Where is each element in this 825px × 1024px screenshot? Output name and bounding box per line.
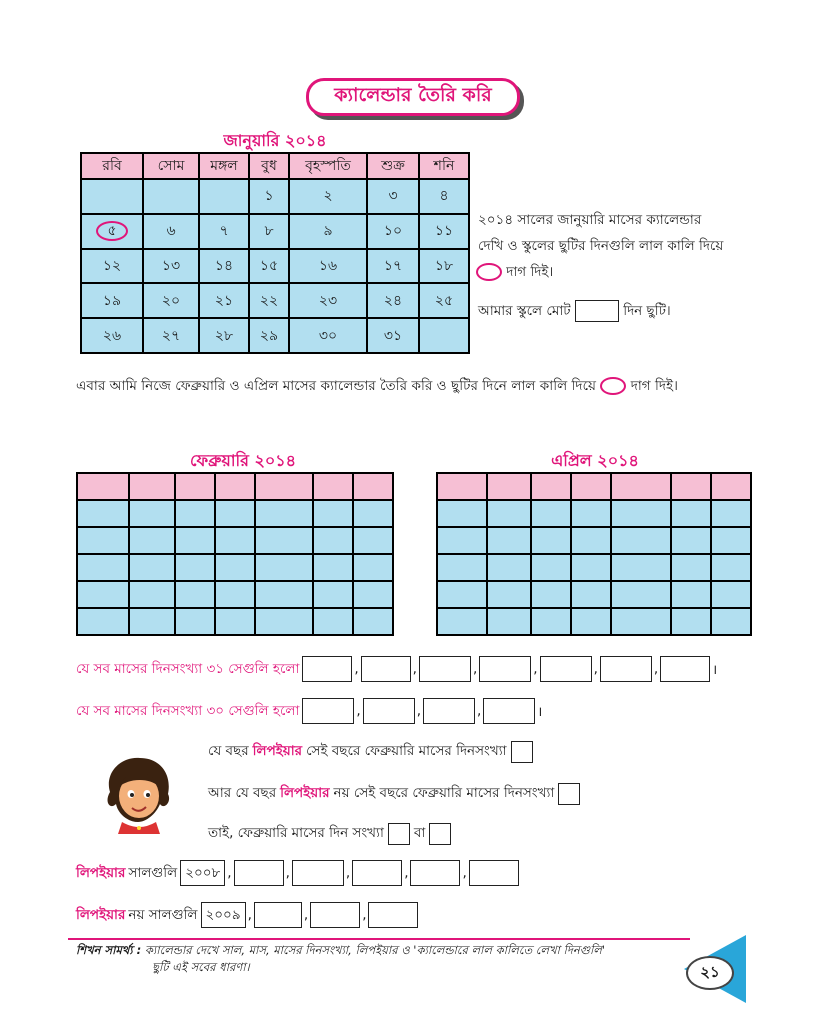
calendar-day-blank[interactable] — [671, 500, 711, 527]
calendar-week-row — [437, 581, 751, 608]
calendar-week-row — [77, 581, 393, 608]
calendar-day-blank[interactable] — [671, 608, 711, 635]
school-holidays-line — [478, 300, 671, 322]
calendar-day-cell[interactable]: ২ — [289, 179, 367, 214]
answer-box[interactable] — [419, 656, 471, 682]
january-title: জানুয়ারি ২০১৪ — [223, 131, 327, 150]
calendar-day-blank[interactable] — [611, 608, 671, 635]
days30-line: যে সব মাসের দিনসংখ্যা ৩০ সেগুলি হলো , , , । — [76, 698, 544, 724]
weekday-header-blank[interactable] — [711, 473, 751, 500]
weekday-header: মঙ্গল — [199, 153, 249, 179]
calendar-day-blank[interactable] — [571, 527, 611, 554]
calendar-day-blank[interactable] — [77, 527, 129, 554]
calendar-day-cell[interactable]: ৯ — [289, 214, 367, 249]
calendar-day-cell[interactable]: ৭ — [199, 214, 249, 249]
calendar-day-cell[interactable]: ১৩ — [143, 249, 199, 284]
weekday-header-blank[interactable] — [175, 473, 215, 500]
calendar-day-blank[interactable] — [487, 581, 531, 608]
answer-box[interactable] — [310, 902, 360, 928]
calendar-day-cell[interactable]: ১০ — [367, 214, 419, 249]
calendar-day-cell[interactable]: ১১ — [419, 214, 469, 249]
calendar-week-row — [81, 214, 469, 249]
calendar-day-blank[interactable] — [175, 608, 215, 635]
leap-year-text-b: সেই বছরে ফেব্রুয়ারি মাসের দিনসংখ্যা — [306, 743, 507, 759]
calendar-day-blank[interactable] — [77, 500, 129, 527]
page-number: ২১ — [686, 956, 734, 990]
leap-year-text-a: যে বছর — [208, 743, 249, 759]
calendar-day-cell[interactable]: ১৬ — [289, 249, 367, 284]
learning-outcome-text1: ক্যালেন্ডার দেখে সাল, মাস, মাসের দিনসংখ্যা, লিপইয়ার ও 'ক্যালেন্ডারে লাল কালিতে লেখা দিনগুলি' — [144, 943, 605, 957]
answer-box[interactable] — [660, 656, 710, 682]
weekday-header-blank[interactable] — [129, 473, 175, 500]
calendar-day-cell[interactable]: ২০ — [143, 283, 199, 318]
calendar-day-cell[interactable]: ২৬ — [81, 318, 143, 353]
answer-box[interactable] — [363, 698, 415, 724]
calendar-day-blank[interactable] — [711, 527, 751, 554]
answer-box[interactable] — [254, 902, 302, 928]
calendar-day-blank[interactable] — [175, 527, 215, 554]
answer-box[interactable] — [600, 656, 652, 682]
calendar-week-row — [81, 283, 469, 318]
answer-box[interactable] — [469, 860, 519, 886]
calendar-day-cell[interactable]: ৩১ — [367, 318, 419, 353]
days30-label: যে সব মাসের দিনসংখ্যা ৩০ সেগুলি হলো — [76, 702, 300, 719]
calendar-day-blank[interactable] — [129, 608, 175, 635]
calendar-week-row — [77, 608, 393, 635]
calendar-header-row — [437, 473, 751, 500]
answer-box[interactable] — [368, 902, 418, 928]
nonleap-year-text-a: আর যে বছর — [208, 785, 277, 801]
feb-days-option-box[interactable] — [388, 823, 410, 845]
weekday-header-blank[interactable] — [487, 473, 531, 500]
calendar-day-blank[interactable] — [353, 554, 393, 581]
calendar-day-blank[interactable] — [437, 500, 487, 527]
calendar-week-row — [81, 318, 469, 353]
calendar-week-row — [77, 527, 393, 554]
calendar-day-blank[interactable] — [129, 527, 175, 554]
february-calendar[interactable] — [76, 472, 394, 636]
feb-days-option-box[interactable] — [429, 823, 451, 845]
calendar-day-blank[interactable] — [313, 581, 353, 608]
page-title: ক্যালেন্ডার তৈরি করি — [306, 78, 520, 116]
calendar-day-cell[interactable]: ১৪ — [199, 249, 249, 284]
calendar-day-cell[interactable]: ২৭ — [143, 318, 199, 353]
therefore-text: তাই, ফেব্রুয়ারি মাসের দিন সংখ্যা — [208, 825, 384, 841]
days31-line: যে সব মাসের দিনসংখ্যা ৩১ সেগুলি হলো , , , , , , । — [76, 656, 719, 682]
calendar-week-row — [437, 500, 751, 527]
calendar-day-blank[interactable] — [215, 554, 255, 581]
side-text-line3 — [476, 262, 553, 282]
calendar-day-blank[interactable] — [571, 608, 611, 635]
calendar-day-blank[interactable] — [531, 608, 571, 635]
calendar-day-blank[interactable] — [215, 527, 255, 554]
calendar-week-row — [437, 527, 751, 554]
calendar-day-cell[interactable] — [199, 179, 249, 214]
calendar-day-cell[interactable]: ১২ — [81, 249, 143, 284]
calendar-day-blank[interactable] — [215, 581, 255, 608]
calendar-day-blank[interactable] — [531, 527, 571, 554]
calendar-day-blank[interactable] — [571, 554, 611, 581]
calendar-day-blank[interactable] — [77, 581, 129, 608]
weekday-header-blank[interactable] — [437, 473, 487, 500]
leap-year-line — [208, 740, 533, 763]
calendar-day-blank[interactable] — [611, 527, 671, 554]
calendar-day-blank[interactable] — [487, 500, 531, 527]
weekday-header-blank[interactable] — [353, 473, 393, 500]
answer-box[interactable] — [483, 698, 535, 724]
january-calendar — [80, 152, 470, 354]
calendar-day-blank[interactable] — [671, 527, 711, 554]
answer-box[interactable] — [292, 860, 344, 886]
calendar-week-row — [81, 179, 469, 214]
calendar-day-blank[interactable] — [313, 527, 353, 554]
calendar-day-blank[interactable] — [611, 500, 671, 527]
leap-years-label: সালগুলি — [128, 864, 178, 881]
weekday-header: শনি — [419, 153, 469, 179]
calendar-day-blank[interactable] — [313, 554, 353, 581]
learning-outcome-line2: ছুটি এই সবের ধারণা। — [152, 960, 250, 974]
learning-outcome — [76, 942, 676, 976]
calendar-day-cell[interactable]: ১৭ — [367, 249, 419, 284]
calendar-day-blank[interactable] — [437, 554, 487, 581]
calendar-day-blank[interactable] — [353, 527, 393, 554]
nonleap-year-text-b: নয় সেই বছরে ফেব্রুয়ারি মাসের দিনসংখ্যা — [333, 785, 555, 801]
calendar-day-blank[interactable] — [437, 581, 487, 608]
calendar-header-row — [77, 473, 393, 500]
calendar-day-blank[interactable] — [77, 608, 129, 635]
calendar-day-blank[interactable] — [175, 500, 215, 527]
answer-box[interactable] — [302, 656, 352, 682]
april-title: এপ্রিল ২০১৪ — [551, 451, 639, 470]
calendar-day-cell[interactable] — [419, 318, 469, 353]
calendar-day-blank[interactable] — [353, 608, 393, 635]
answer-box[interactable] — [423, 698, 475, 724]
calendar-day-blank[interactable] — [531, 554, 571, 581]
weekday-header: শুক্র — [367, 153, 419, 179]
february-title: ফেব্রুয়ারি ২০১৪ — [189, 451, 297, 470]
instruction-line — [76, 376, 678, 396]
calendar-day-cell[interactable]: ৪ — [419, 179, 469, 214]
calendar-day-cell[interactable] — [143, 179, 199, 214]
calendar-day-blank[interactable] — [437, 527, 487, 554]
calendar-day-cell[interactable]: ২১ — [199, 283, 249, 318]
calendar-day-cell[interactable]: ১৫ — [249, 249, 289, 284]
calendar-day-cell[interactable]: ১৮ — [419, 249, 469, 284]
calendar-day-cell[interactable]: ২৪ — [367, 283, 419, 318]
calendar-day-blank[interactable] — [571, 500, 611, 527]
weekday-header-blank[interactable] — [313, 473, 353, 500]
answer-box[interactable] — [361, 656, 411, 682]
calendar-day-blank[interactable] — [531, 581, 571, 608]
april-calendar[interactable] — [436, 472, 752, 636]
weekday-header-blank[interactable] — [671, 473, 711, 500]
calendar-day-blank[interactable] — [671, 581, 711, 608]
weekday-header-blank[interactable] — [571, 473, 611, 500]
calendar-day-blank[interactable] — [671, 554, 711, 581]
weekday-header: বুধ — [249, 153, 289, 179]
child-girl-illustration — [102, 752, 174, 834]
leap-year-word: লিপইয়ার — [76, 864, 126, 881]
calendar-day-blank[interactable] — [437, 608, 487, 635]
calendar-day-blank[interactable] — [487, 608, 531, 635]
calendar-day-cell[interactable]: ৩০ — [289, 318, 367, 353]
weekday-header-blank[interactable] — [77, 473, 129, 500]
calendar-day-blank[interactable] — [215, 608, 255, 635]
nonleap-years-line: লিপইয়ার নয় সালগুলি ২০০৯ , , , — [76, 902, 418, 928]
calendar-day-cell[interactable]: ২৩ — [289, 283, 367, 318]
instruction-text-end: দাগ দিই। — [630, 378, 678, 394]
calendar-day-blank[interactable] — [255, 581, 313, 608]
answer-box[interactable] — [234, 860, 284, 886]
calendar-day-blank[interactable] — [255, 500, 313, 527]
weekday-header-blank[interactable] — [611, 473, 671, 500]
calendar-day-blank[interactable] — [129, 554, 175, 581]
nonleap-years-label: নয় সালগুলি — [128, 906, 198, 923]
calendar-day-blank[interactable] — [129, 500, 175, 527]
side-text-line3-label: দাগ দিই। — [506, 264, 554, 280]
calendar-day-blank[interactable] — [487, 554, 531, 581]
holiday-circled-day: ৫ — [96, 221, 128, 241]
learning-outcome-line1 — [76, 942, 676, 959]
weekday-header: বৃহস্পতি — [289, 153, 367, 179]
calendar-day-blank[interactable] — [531, 500, 571, 527]
calendar-day-blank[interactable] — [313, 608, 353, 635]
calendar-day-blank[interactable] — [611, 581, 671, 608]
red-ring-icon — [600, 377, 626, 395]
calendar-week-row — [81, 249, 469, 284]
calendar-day-blank[interactable] — [711, 608, 751, 635]
calendar-day-cell[interactable]: ২২ — [249, 283, 289, 318]
school-holidays-answer-box[interactable] — [575, 300, 619, 322]
calendar-day-cell[interactable]: ৮ — [249, 214, 289, 249]
calendar-day-blank[interactable] — [487, 527, 531, 554]
instruction-text: এবার আমি নিজে ফেব্রুয়ারি ও এপ্রিল মাসের ক্যালেন্ডার তৈরি করি ও ছুটির দিনে লাল কালি দিয়ে — [76, 378, 597, 394]
leap-year-word: লিপইয়ার — [76, 906, 126, 923]
weekday-header-blank[interactable] — [531, 473, 571, 500]
days31-label: যে সব মাসের দিনসংখ্যা ৩১ সেগুলি হলো — [76, 660, 300, 677]
answer-box[interactable] — [479, 656, 531, 682]
leap-feb-days-box[interactable] — [511, 741, 533, 763]
calendar-day-cell[interactable]: ১৯ — [81, 283, 143, 318]
calendar-day-cell[interactable]: ১ — [249, 179, 289, 214]
school-holidays-prefix: আমার স্কুলে মোট — [478, 303, 571, 319]
nonleap-year-example: ২০০৯ — [201, 902, 246, 928]
calendar-day-cell[interactable] — [81, 214, 143, 249]
calendar-day-blank[interactable] — [711, 500, 751, 527]
calendar-day-blank[interactable] — [77, 554, 129, 581]
calendar-day-blank[interactable] — [611, 554, 671, 581]
calendar-week-row — [437, 554, 751, 581]
side-text-line2: দেখি ও স্কুলের ছুটির দিনগুলি লাল কালি দিয়ে — [478, 238, 724, 254]
calendar-day-blank[interactable] — [255, 608, 313, 635]
calendar-day-cell[interactable]: ৬ — [143, 214, 199, 249]
calendar-day-blank[interactable] — [571, 581, 611, 608]
learning-outcome-label: শিখন সামর্থ্য : — [76, 943, 142, 957]
leap-year-word: লিপইয়ার — [280, 785, 330, 801]
calendar-day-blank[interactable] — [353, 581, 393, 608]
calendar-day-blank[interactable] — [255, 527, 313, 554]
red-ring-icon — [476, 263, 502, 281]
calendar-day-cell[interactable] — [81, 179, 143, 214]
leap-years-line: লিপইয়ার সালগুলি ২০০৮ , , , , , — [76, 860, 519, 886]
calendar-day-blank[interactable] — [711, 581, 751, 608]
footer-divider — [68, 938, 690, 940]
weekday-header-blank[interactable] — [255, 473, 313, 500]
calendar-week-row — [77, 554, 393, 581]
or-text: বা — [413, 825, 426, 841]
weekday-header-blank[interactable] — [215, 473, 255, 500]
leap-year-example: ২০০৮ — [180, 860, 225, 886]
calendar-day-cell[interactable]: ৩ — [367, 179, 419, 214]
calendar-day-blank[interactable] — [215, 500, 255, 527]
calendar-week-row — [437, 608, 751, 635]
calendar-day-cell[interactable]: ২৫ — [419, 283, 469, 318]
nonleap-feb-days-box[interactable] — [558, 783, 580, 805]
weekday-header: সোম — [143, 153, 199, 179]
answer-box[interactable] — [410, 860, 460, 886]
calendar-day-blank[interactable] — [175, 581, 215, 608]
calendar-day-blank[interactable] — [175, 554, 215, 581]
calendar-day-blank[interactable] — [313, 500, 353, 527]
side-text-line1: ২০১৪ সালের জানুয়ারি মাসের ক্যালেন্ডার — [478, 212, 702, 228]
weekday-header: রবি — [81, 153, 143, 179]
answer-box[interactable] — [540, 656, 592, 682]
nonleap-year-line — [208, 782, 580, 805]
answer-box[interactable] — [352, 860, 402, 886]
calendar-day-blank[interactable] — [353, 500, 393, 527]
calendar-day-cell[interactable]: ২৯ — [249, 318, 289, 353]
leap-year-word: লিপইয়ার — [252, 743, 303, 759]
calendar-week-row — [77, 500, 393, 527]
calendar-day-blank[interactable] — [129, 581, 175, 608]
therefore-line — [208, 822, 451, 845]
answer-box[interactable] — [302, 698, 354, 724]
calendar-day-cell[interactable]: ২৮ — [199, 318, 249, 353]
calendar-day-blank[interactable] — [255, 554, 313, 581]
school-holidays-suffix: দিন ছুটি। — [623, 303, 671, 319]
calendar-day-blank[interactable] — [711, 554, 751, 581]
